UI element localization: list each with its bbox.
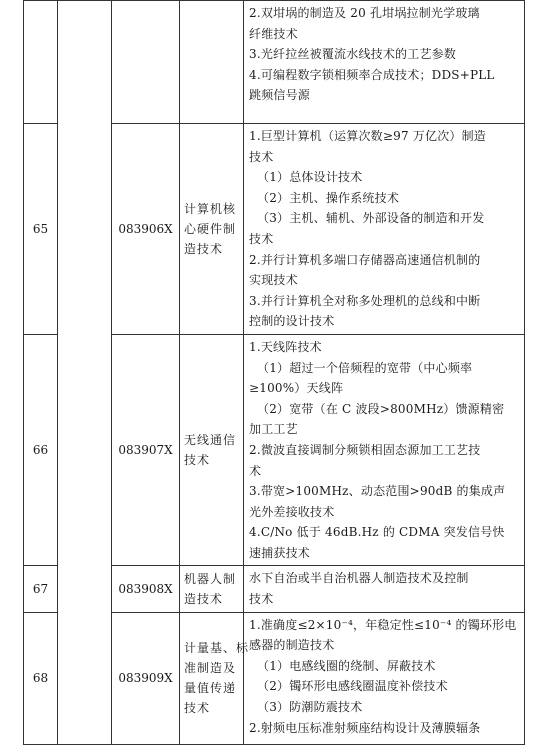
content-line: （1）超过一个倍频程的宽带（中心频率 [257,360,473,375]
content-line: 3.并行计算机全对称多处理机的总线和中断 [249,293,481,308]
content-line: 纤维技术 [249,26,298,41]
content-line: 光外差接收技术 [249,504,335,519]
content-line: （2）宽带（在 C 波段>800MHz）馈源精密 [257,401,505,416]
content-line: ≥100%）天线阵 [249,381,344,396]
tech-code: 083909X [112,612,180,744]
content-line: 控制的设计技术 [249,314,335,329]
tech-content [244,1,525,124]
content-line: 2.射频电压标准射频座结构设计及薄膜辐条 [249,720,481,735]
tech-code [112,1,180,124]
content-line: 4.C/No 低于 46dB.Hz 的 CDMA 突发信号快 [249,525,505,540]
content-line: 感器的制造技术 [249,638,335,653]
tech-name-line: 机器人制 [184,572,237,587]
content-line: 速捕获技术 [249,545,311,560]
table-row [24,1,525,124]
content-line: 技术 [249,149,274,164]
tech-name-line: 技术 [184,453,211,468]
row-number [24,1,58,124]
tech-name-line: 计量基、标 [184,641,250,656]
tech-content [244,124,525,335]
content-line: 加工工艺 [249,422,298,437]
tech-code: 083908X [112,566,180,612]
content-line: （1）总体设计技术 [257,170,363,185]
content-line: 2.微波直接调制分频锁相固态源加工工艺技 [249,442,481,457]
content-line: 跳频信号源 [249,88,311,103]
content-line: （2）镯环形电感线圈温度补偿技术 [257,679,448,694]
content-line: （1）电感线圈的绕制、屏蔽技术 [257,658,436,673]
tech-code: 083906X [112,124,180,335]
content-line: 1.巨型计算机（运算次数≥97 万亿次）制造 [249,129,486,143]
row-number: 65 [24,124,58,335]
tech-name-line: 造技术 [184,592,224,607]
tech-name-line: 心硬件制 [184,221,237,236]
content-line: 3.光纤拉丝被覆流水线技术的工艺参数 [249,47,457,62]
tech-name [180,566,244,612]
content-line: （3）防潮防震技术 [257,700,363,715]
tech-content [244,612,525,744]
content-line: 3.带宽>100MHz、动态范围>90dB 的集成声 [249,484,506,499]
tech-name [180,334,244,566]
tech-content [244,566,525,612]
tech-name [180,124,244,335]
row-number: 68 [24,612,58,744]
category-cell [58,1,112,745]
content-line: 2.并行计算机多端口存储器高速通信机制的 [249,252,481,267]
content-line: （2）主机、操作系统技术 [257,190,400,205]
tech-name-line: 技术 [184,701,211,716]
content-line: 水下自治或半自治机器人制造技术及控制 [249,571,469,586]
content-line: 技术 [249,231,274,246]
content-line: 1.准确度≤2×10⁻⁴，年稳定性≤10⁻⁴ 的镯环形电 [249,617,517,632]
tech-name-line: 计算机核 [184,201,237,216]
content-line: 实现技术 [249,273,298,288]
tech-name-line: 造技术 [184,241,224,256]
content-line: 术 [249,463,262,478]
content-line: 技术 [249,592,274,607]
content-line: 2.双坩埚的制造及 20 孔坩埚拉制光学玻璃 [249,6,480,20]
content-line: 1.天线阵技术 [249,339,322,354]
row-number: 67 [24,566,58,612]
tech-name [180,1,244,124]
content-line: （3）主机、辅机、外部设备的制造和开发 [257,211,485,226]
content-line: 4.可编程数字锁相频率合成技术；DDS+PLL [249,67,495,82]
tech-name-line: 无线通信 [184,433,237,448]
tech-content [244,334,525,566]
row-number: 66 [24,334,58,566]
tech-name-line: 量值传递 [184,681,237,696]
technology-table [23,0,525,745]
tech-name [180,612,250,744]
tech-code: 083907X [112,334,180,566]
tech-name-line: 准制造及 [184,661,237,676]
